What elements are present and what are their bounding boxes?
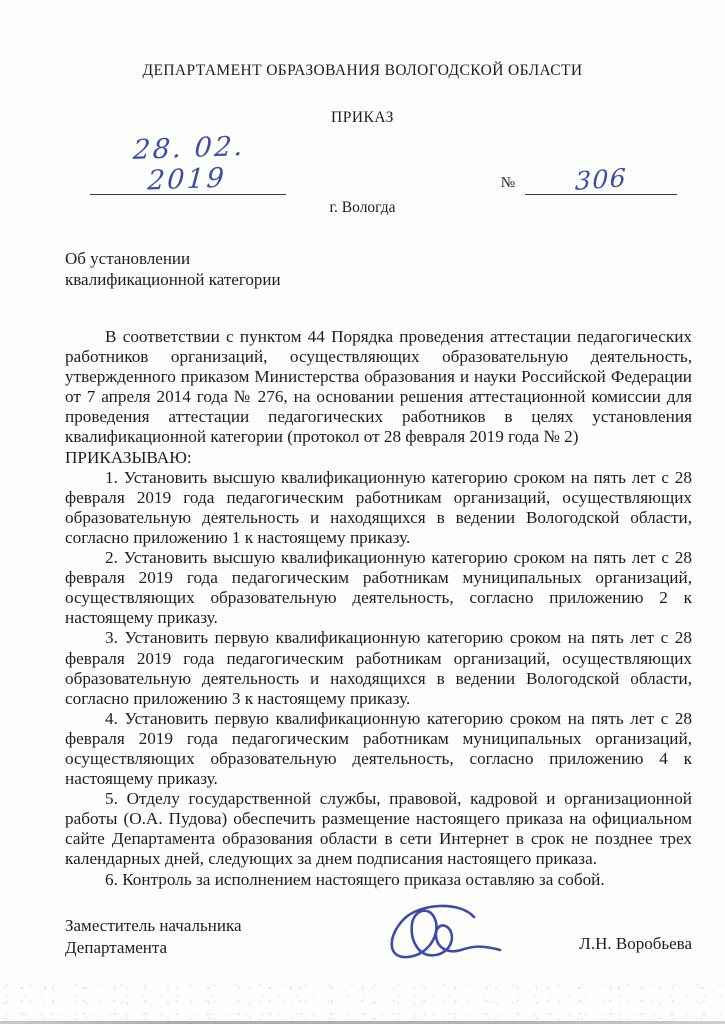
signature-block [65, 915, 692, 987]
signatory-position [65, 915, 300, 959]
order-item-2: 2. Установить высшую квалификационную категорию сроком на пять лет с 28 февраля 2019 года педагогическим работникам муниципальных организаций, осуществляющих образовательную деятельность, согласно приложению 2 к настоящему приказу. [65, 548, 692, 628]
order-body [65, 327, 692, 890]
number-label: № [500, 175, 515, 191]
decree-keyword: ПРИКАЗЫВАЮ: [65, 447, 192, 467]
document-type-heading: ПРИКАЗ [331, 109, 394, 126]
handwritten-signature-icon [300, 895, 579, 987]
subject-line-2: квалификационной категории [65, 270, 281, 289]
handwritten-number: 306 [574, 163, 628, 196]
signatory-name: Л.Н. Воробьева [579, 933, 692, 953]
date-number-row [0, 130, 725, 197]
order-item-4: 4. Установить первую квалификационную категорию сроком на пять лет с 28 февраля 2019 года педагогическим работникам муниципальных организаций, осуществляющих образовательную деятельность, согласно приложению 4 к настоящему приказу. [65, 708, 692, 789]
order-item-5: 5. Отделу государственной службы, правовой, кадровой и организационной работы (О.А. Пудова) обеспечить размещение настоящего приказа на официальном сайте Департамента образования области в сети Интернет в срок не позднее трех календарных дней, следующих за днем подписания настоящего приказа. [65, 789, 692, 869]
order-item-6: 6. Контроль за исполнением настоящего приказа оставляю за собой. [105, 869, 605, 889]
handwritten-date: 28. 02. 2019 [132, 130, 247, 197]
number-field [501, 165, 677, 195]
date-field [90, 130, 286, 197]
scan-noise-band [0, 980, 725, 1020]
order-item-3: 3. Установить первую квалификационную категорию сроком на пять лет с 28 февраля 2019 года педагогическим работникам организаций, осуществляющих образовательную деятельность и находящихся в ведении Вологодской области, согласно приложению 3 к настоящему приказу. [65, 628, 692, 708]
city-line: г. Вологда [329, 199, 396, 216]
subject-line-1: Об установлении [65, 249, 191, 268]
signatory-position-line-2: Департамента [65, 937, 168, 957]
order-item-1: 1. Установить высшую квалификационную категорию сроком на пять лет с 28 февраля 2019 года педагогическим работникам организаций, осуществляющих образовательную деятельность и находящихся в ведении Вологодской области, согласно приложению 1 к настоящему приказу. [65, 467, 692, 547]
organization-name: ДЕПАРТАМЕНТ ОБРАЗОВАНИЯ ВОЛОГОДСКОЙ ОБЛАСТИ [142, 62, 583, 79]
number-underline [525, 165, 677, 195]
subject-block [65, 248, 725, 290]
signatory-position-line-1: Заместитель начальника [65, 915, 242, 935]
intro-paragraph: В соответствии с пунктом 44 Порядка проведения аттестации педагогических работников организаций, осуществляющих образовательную деятельность, утвержденного приказом Министерства образования и науки Российской Федерации от 7 апреля 2014 года № 276, на основании решения аттестационной комиссии для проведения аттестации педагогических работников в целях установления квалификационной категории (протокол от 28 февраля 2019 года № 2) [65, 327, 692, 447]
